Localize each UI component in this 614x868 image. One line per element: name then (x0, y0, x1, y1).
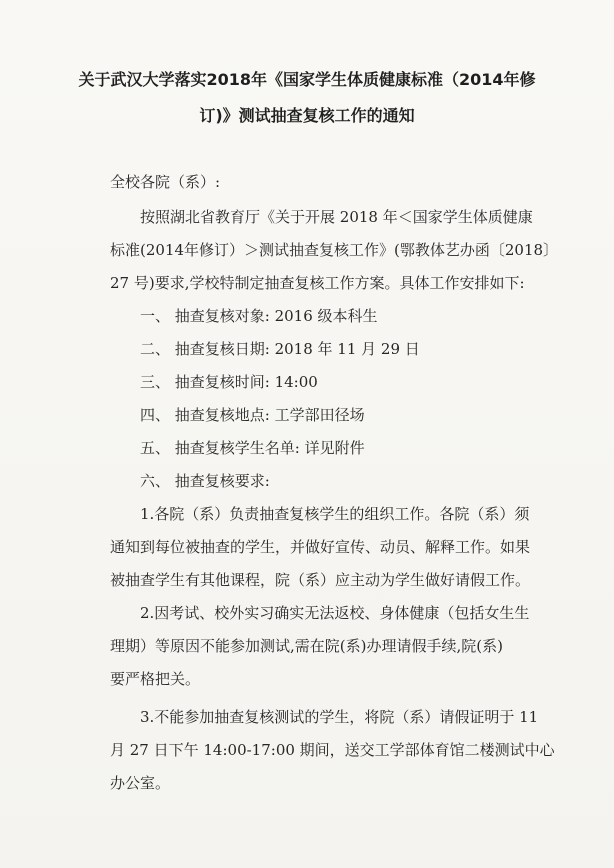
requirement-1-line-3: 被抽查学生有其他课程，院（系）应主动为学生做好请假工作。 (110, 571, 531, 589)
requirement-2-line-3: 要严格把关。 (110, 670, 201, 688)
document-title-line-1: 关于武汉大学落实2018年《国家学生体质健康标准（2014年修 (78, 70, 536, 89)
salutation: 全校各院（系）: (110, 173, 221, 191)
list-item-date: 二、 抽查复核日期: 2018 年 11 月 29 日 (140, 340, 420, 358)
list-item-target: 一、 抽查复核对象: 2016 级本科生 (140, 307, 378, 325)
paragraph-1-line-1: 按照湖北省教育厅《关于开展 2018 年＜国家学生体质健康 (140, 208, 533, 226)
requirement-2-line-1: 2.因考试、校外实习确实无法返校、身体健康（包括女生生 (140, 604, 530, 622)
paragraph-1-line-3: 27 号)要求,学校特制定抽查复核工作方案。具体工作安排如下: (110, 274, 525, 292)
requirement-3-line-2: 月 27 日下午 14:00-17:00 期间，送交工学部体育馆二楼测试中心 (110, 741, 555, 759)
document-title-line-2: 订)》测试抽查复核工作的通知 (199, 106, 415, 125)
requirement-2-line-2: 理期）等原因不能参加测试,需在院(系)办理请假手续,院(系) (110, 637, 503, 655)
requirement-3-line-1: 3.不能参加抽查复核测试的学生，将院（系）请假证明于 11 (140, 708, 539, 726)
list-item-student-list: 五、 抽查复核学生名单: 详见附件 (140, 439, 365, 457)
requirement-1-line-1: 1.各院（系）负责抽查复核学生的组织工作。各院（系）须 (140, 505, 530, 523)
requirement-1-line-2: 通知到每位被抽查的学生，并做好宣传、动员、解释工作。如果 (110, 538, 531, 556)
list-item-requirements: 六、 抽查复核要求: (140, 472, 270, 490)
paragraph-1-line-2: 标准(2014年修订）＞测试抽查复核工作》(鄂教体艺办函〔2018〕 (110, 241, 559, 259)
list-item-location: 四、 抽查复核地点: 工学部田径场 (140, 406, 365, 424)
requirement-3-line-3: 办公室。 (110, 774, 171, 792)
list-item-time: 三、 抽查复核时间: 14:00 (140, 373, 318, 391)
